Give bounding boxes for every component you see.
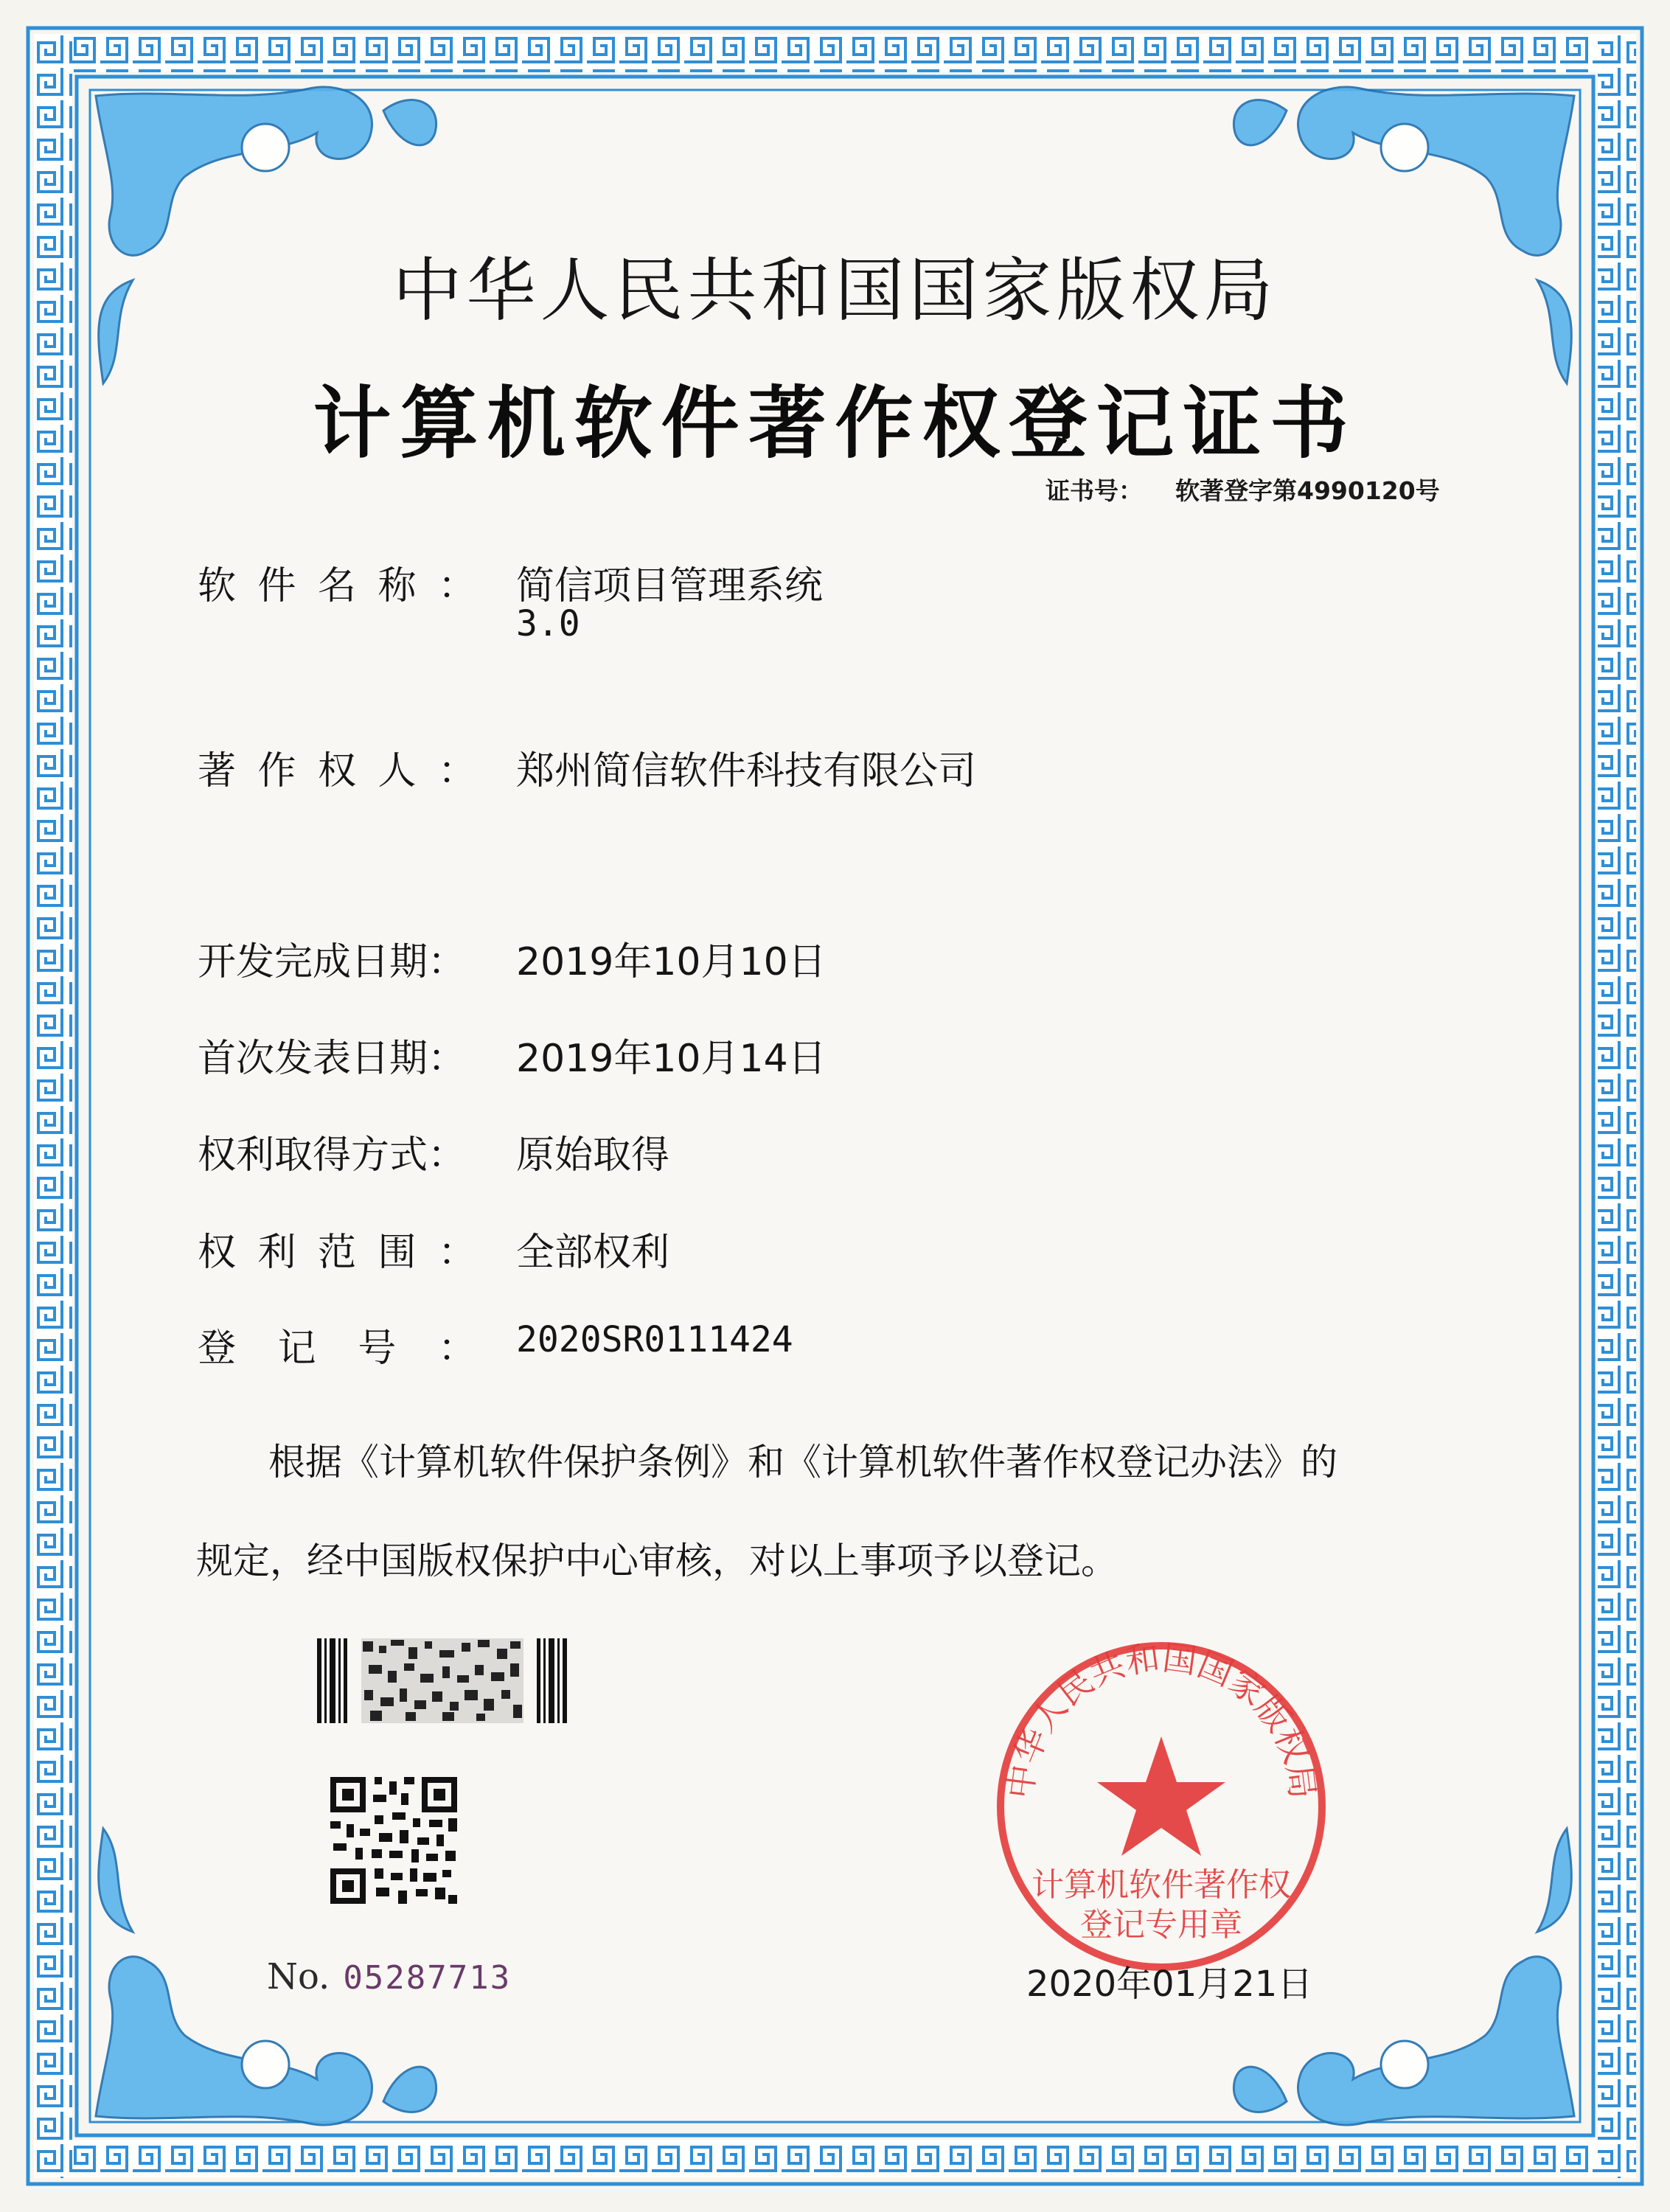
seal-ring-text: 中华人民共和国国家版权局 [999, 1637, 1323, 1801]
label-char: 范 [317, 1231, 356, 1275]
label-char: 号 [358, 1326, 397, 1371]
label-char: 件 [257, 564, 296, 608]
statement-line-1: 根据《计算机软件保护条例》和《计算机软件著作权登记办法》的 [268, 1441, 1337, 1484]
label-char: 作 [257, 749, 296, 793]
official-seal [988, 1633, 1335, 1980]
issue-date: 2020年01月21日 [1026, 1964, 1313, 2005]
copyright-owner-label [198, 740, 476, 795]
star-icon [1097, 1736, 1225, 1856]
dev-completion-date-label: 开发完成日期： [198, 940, 467, 984]
copyright-owner-value: 郑州简信软件科技有限公司 [516, 749, 977, 793]
software-name-label [198, 554, 476, 610]
barcode-icon [317, 1638, 568, 1723]
issuing-organization: 中华人民共和国国家版权局 [392, 251, 1278, 331]
label-char: 人 [378, 749, 417, 793]
label-char: 围 [378, 1231, 417, 1275]
label-char: 软 [198, 564, 237, 608]
certificate-number-label: 证书号： [1046, 476, 1143, 505]
dev-completion-date-value: 2019年10月10日 [516, 940, 827, 984]
first-publication-date-value: 2019年10月14日 [516, 1037, 827, 1081]
registration-number-label [198, 1317, 476, 1372]
label-char: 记 [277, 1326, 316, 1371]
qr-code-icon [330, 1777, 457, 1904]
first-publication-date-label: 首次发表日期： [198, 1037, 467, 1081]
serial-number [267, 1956, 511, 1997]
acquisition-method-value: 原始取得 [516, 1133, 670, 1178]
software-version-value: 3.0 [516, 603, 580, 644]
software-name-value: 简信项目管理系统 [516, 564, 824, 608]
seal-line-1: 计算机软件著作权 [1031, 1866, 1291, 1904]
label-char: 权 [317, 749, 356, 793]
registration-number-value: 2020SR0111424 [516, 1319, 793, 1360]
scope-value: 全部权利 [516, 1231, 670, 1275]
certificate-number-value: 软著登字第4990120号 [1175, 476, 1440, 505]
label-char: 著 [198, 749, 237, 793]
label-char: ： [437, 564, 476, 608]
serial-number-value: 05287713 [343, 1959, 512, 1997]
seal-line-2: 登记专用章 [1080, 1906, 1242, 1944]
certificate-title: 计算机软件著作权登记证书 [313, 378, 1357, 469]
label-char: 权 [198, 1231, 237, 1275]
label-char: ： [437, 1326, 476, 1371]
acquisition-method-label: 权利取得方式： [198, 1133, 467, 1178]
certificate-number [1046, 472, 1440, 507]
serial-prefix: No. [267, 1956, 330, 1997]
label-char: ： [437, 749, 476, 793]
statement-line-2: 规定，经中国版权保护中心审核，对以上事项予以登记。 [196, 1540, 1118, 1582]
label-char: ： [437, 1231, 476, 1275]
label-char: 登 [198, 1326, 237, 1371]
label-char: 利 [257, 1231, 296, 1275]
label-char: 名 [317, 564, 356, 608]
label-char: 称 [378, 564, 417, 608]
scope-label [198, 1221, 476, 1276]
